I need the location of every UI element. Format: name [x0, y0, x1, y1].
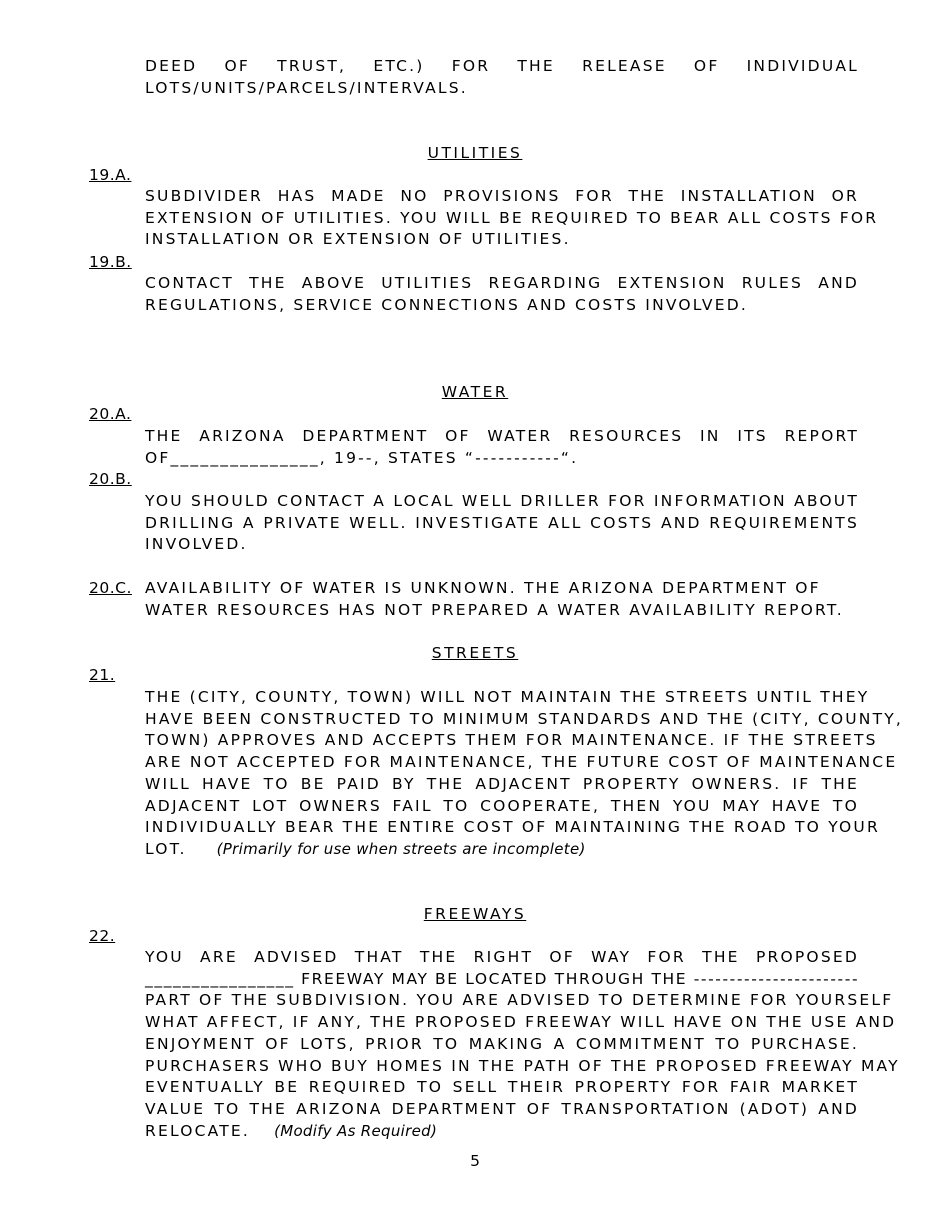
- text-line: THE ARIZONA DEPARTMENT OF WATER RESOURCES IN ITS REPORT: [145, 427, 859, 445]
- clause-number: 20.A.: [89, 405, 132, 423]
- text-line: DRILLING A PRIVATE WELL. INVESTIGATE ALL COSTS AND REQUIREMENTS: [145, 513, 859, 532]
- section-heading-freeways: FREEWAYS: [423, 905, 527, 923]
- text-line: SUBDIVIDER HAS MADE NO PROVISIONS FOR THE INSTALLATION OR: [145, 187, 859, 205]
- text-line: WILL HAVE TO BE PAID BY THE ADJACENT PROPERTY OWNERS. IF THE: [145, 774, 859, 793]
- page-number: 5: [470, 1152, 480, 1170]
- text-line: TOWN) APPROVES AND ACCEPTS THEM FOR MAINTENANCE. IF THE STREETS: [145, 731, 878, 750]
- text-line: THE (CITY, COUNTY, TOWN) WILL NOT MAINTAIN THE STREETS UNTIL THEY: [145, 688, 870, 706]
- text-line: CONTACT THE ABOVE UTILITIES REGARDING EXTENSION RULES AND: [145, 274, 859, 292]
- clause-19a-text: [145, 186, 879, 251]
- text-fragment: RELOCATE.: [145, 1121, 251, 1140]
- text-line: VALUE TO THE ARIZONA DEPARTMENT OF TRANSPORTATION (ADOT) AND: [145, 1099, 859, 1118]
- continuation-paragraph: [145, 56, 859, 99]
- clause-number: 19.A.: [89, 166, 132, 184]
- text-line: DEED OF TRUST, ETC.) FOR THE RELEASE OF INDIVIDUAL: [145, 57, 859, 75]
- clause-number: 20.C.: [89, 579, 132, 597]
- text-line: WATER RESOURCES HAS NOT PREPARED A WATER AVAILABILITY REPORT.: [145, 600, 844, 619]
- text-line: YOU ARE ADVISED THAT THE RIGHT OF WAY FOR THE PROPOSED: [145, 948, 859, 966]
- text-line: EXTENSION OF UTILITIES. YOU WILL BE REQUIRED TO BEAR ALL COSTS FOR: [145, 208, 879, 227]
- text-line: PART OF THE SUBDIVISION. YOU ARE ADVISED TO DETERMINE FOR YOURSELF: [145, 991, 894, 1010]
- text-line: INSTALLATION OR EXTENSION OF UTILITIES.: [145, 230, 571, 249]
- clause-20c-text: [145, 578, 859, 621]
- usage-note: (Modify As Required): [274, 1121, 438, 1140]
- usage-note: (Primarily for use when streets are incomplete): [216, 839, 586, 858]
- clause-22-text: [145, 947, 900, 1142]
- section-heading-water: WATER: [441, 383, 509, 401]
- clause-20a-text: [145, 426, 859, 469]
- clause-20b-text: [145, 491, 859, 556]
- text-line: YOU SHOULD CONTACT A LOCAL WELL DRILLER FOR INFORMATION ABOUT: [145, 492, 859, 510]
- text-line: ADJACENT LOT OWNERS FAIL TO COOPERATE, THEN YOU MAY HAVE TO: [145, 796, 859, 815]
- text-line: PURCHASERS WHO BUY HOMES IN THE PATH OF THE PROPOSED FREEWAY MAY: [145, 1056, 900, 1075]
- text-line: ENJOYMENT OF LOTS, PRIOR TO MAKING A COMMITMENT TO PURCHASE.: [145, 1034, 859, 1053]
- text-line: LOTS/UNITS/PARCELS/INTERVALS.: [145, 78, 468, 97]
- clause-19b-text: [145, 273, 859, 316]
- text-line: [145, 1121, 859, 1143]
- text-line: HAVE BEEN CONSTRUCTED TO MINIMUM STANDARDS AND THE (CITY, COUNTY,: [145, 709, 904, 728]
- text-line: OF_______________, 19--, STATES “-----------“.: [145, 448, 579, 467]
- text-fragment: LOT.: [145, 839, 187, 858]
- text-line: REGULATIONS, SERVICE CONNECTIONS AND COSTS INVOLVED.: [145, 295, 748, 314]
- text-line: ________________ FREEWAY MAY BE LOCATED THROUGH THE -----------------------: [145, 969, 860, 988]
- clause-number: 21.: [89, 666, 116, 684]
- section-heading-streets: STREETS: [431, 644, 519, 662]
- text-line: EVENTUALLY BE REQUIRED TO SELL THEIR PROPERTY FOR FAIR MARKET: [145, 1078, 859, 1097]
- text-line: AVAILABILITY OF WATER IS UNKNOWN. THE ARIZONA DEPARTMENT OF: [145, 579, 821, 597]
- clause-number: 20.B.: [89, 470, 132, 488]
- text-line: INVOLVED.: [145, 535, 248, 554]
- section-heading-utilities: UTILITIES: [427, 144, 523, 162]
- text-line: INDIVIDUALLY BEAR THE ENTIRE COST OF MAINTAINING THE ROAD TO YOUR: [145, 818, 880, 837]
- text-line: ARE NOT ACCEPTED FOR MAINTENANCE, THE FUTURE COST OF MAINTENANCE: [145, 753, 898, 772]
- clause-number: 22.: [89, 927, 116, 945]
- text-line: [145, 839, 859, 861]
- clause-number: 19.B.: [89, 253, 132, 271]
- text-line: WHAT AFFECT, IF ANY, THE PROPOSED FREEWAY WILL HAVE ON THE USE AND: [145, 1013, 897, 1032]
- clause-21-text: [145, 687, 904, 861]
